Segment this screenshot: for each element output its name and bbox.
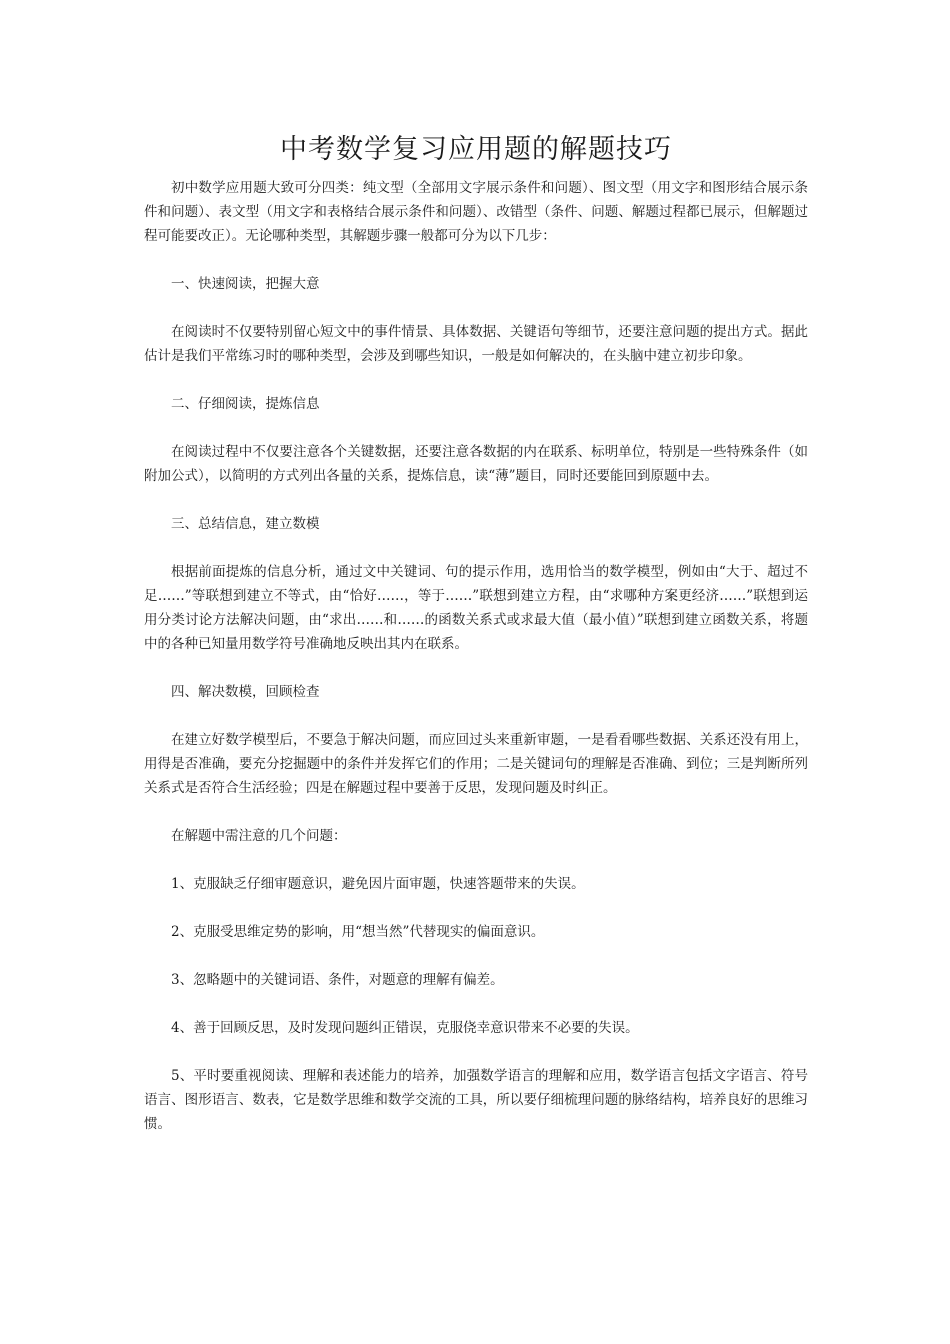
document-title: 中考数学复习应用题的解题技巧 xyxy=(280,134,672,165)
note-item-5: 5、平时要重视阅读、理解和表述能力的培养，加强数学语言的理解和应用，数学语言包括文字语言、符号语言、图形语言、数表，它是数学思维和数学交流的工具，所以要仔细梳理问题的脉络结构，培养良好的思维习惯。 xyxy=(144,1068,808,1132)
paragraph-gap xyxy=(144,848,808,872)
paragraph-gap xyxy=(144,896,808,920)
note-item-1: 1、克服缺乏仔细审题意识，避免因片面审题，快速答题带来的失误。 xyxy=(171,876,585,892)
section-heading-4: 四、解决数模，回顾检查 xyxy=(171,684,320,700)
paragraph-gap xyxy=(144,536,808,560)
paragraph-gap xyxy=(144,1040,808,1064)
paragraph-gap xyxy=(144,944,808,968)
section-body-4: 在建立好数学模型后，不要急于解决问题，而应回过头来重新审题，一是看看哪些数据、关系还没有用上，用得是否准确，要充分挖掘题中的条件并发挥它们的作用；二是关键词句的理解是否准确、到位；三是判断所列关系式是否符合生活经验；四是在解题过程中要善于反思，发现问题及时纠正。 xyxy=(144,732,808,796)
section-heading-1: 一、快速阅读，把握大意 xyxy=(171,276,320,292)
paragraph-gap xyxy=(144,488,808,512)
section-body-3: 根据前面提炼的信息分析，通过文中关键词、句的提示作用，选用恰当的数学模型，例如由“大于、超过不足……”等联想到建立不等式，由“恰好……，等于……”联想到建立方程，由“求哪种方案更经济……”联想到运用分类讨论方法解决问题，由“求出……和……的函数关系式或求最大值（最小值）”联想到建立函数关系，将题中的各种已知量用数学符号准确地反映出其内在联系。 xyxy=(144,564,808,652)
paragraph-gap xyxy=(144,368,808,392)
note-item-3: 3、忽略题中的关键词语、条件，对题意的理解有偏差。 xyxy=(171,972,504,988)
paragraph-gap xyxy=(144,656,808,680)
note-item-4: 4、善于回顾反思，及时发现问题纠正错误，克服侥幸意识带来不必要的失误。 xyxy=(171,1020,639,1036)
note-item-2: 2、克服受思维定势的影响，用“想当然”代替现实的偏面意识。 xyxy=(171,924,545,940)
paragraph-gap xyxy=(144,248,808,272)
paragraph-gap xyxy=(144,704,808,728)
notes-heading: 在解题中需注意的几个问题： xyxy=(171,828,347,844)
section-body-2: 在阅读过程中不仅要注意各个关键数据，还要注意各数据的内在联系、标明单位，特别是一些特殊条件（如附加公式），以简明的方式列出各量的关系，提炼信息，读“薄”题目，同时还要能回到原题中去。 xyxy=(144,444,808,484)
document-page xyxy=(144,130,808,1136)
paragraph-gap xyxy=(144,416,808,440)
intro-paragraph: 初中数学应用题大致可分四类：纯文型（全部用文字展示条件和问题）、图文型（用文字和图形结合展示条件和问题）、表文型（用文字和表格结合展示条件和问题）、改错型（条件、问题、解题过程都已展示，但解题过程可能要改正）。无论哪种类型，其解题步骤一般都可分为以下几步： xyxy=(144,180,808,244)
section-heading-2: 二、仔细阅读，提炼信息 xyxy=(171,396,320,412)
paragraph-gap xyxy=(144,800,808,824)
section-heading-3: 三、总结信息，建立数模 xyxy=(171,516,320,532)
paragraph-gap xyxy=(144,296,808,320)
paragraph-gap xyxy=(144,992,808,1016)
section-body-1: 在阅读时不仅要特别留心短文中的事件情景、具体数据、关键语句等细节，还要注意问题的提出方式。据此估计是我们平常练习时的哪种类型，会涉及到哪些知识，一般是如何解决的，在头脑中建立初步印象。 xyxy=(144,324,808,364)
